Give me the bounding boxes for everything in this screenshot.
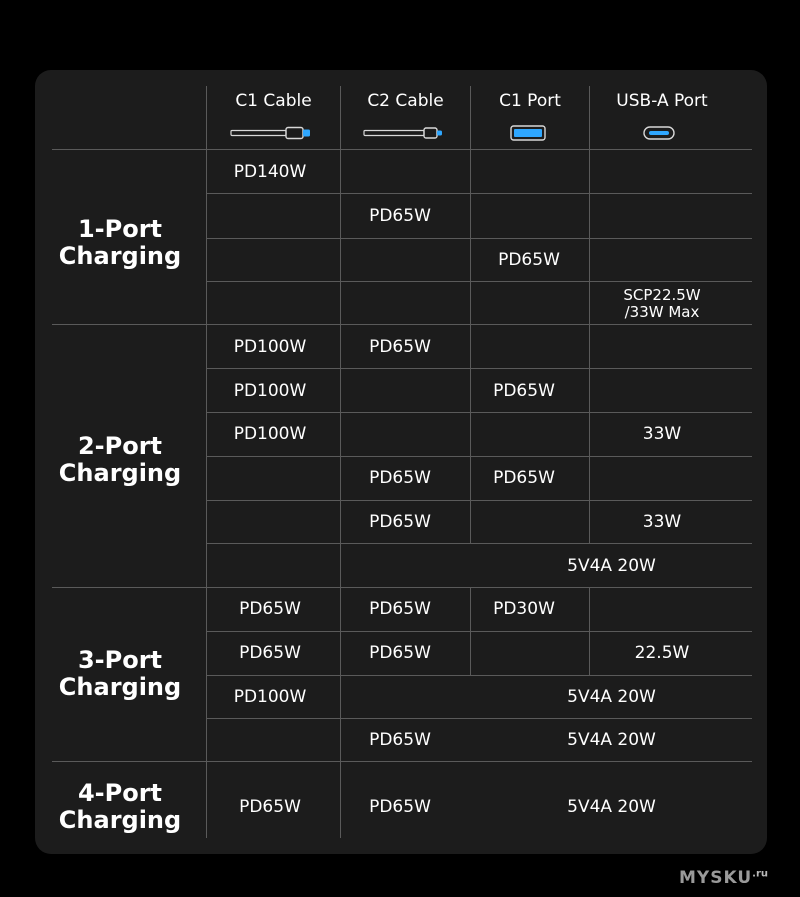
cell-c1-cable: PD65W (239, 599, 301, 619)
watermark-logo: $MYSKU^{.ru}$ (679, 868, 769, 888)
cell-usb-a-port: 33W (642, 512, 682, 532)
row-divider (206, 281, 752, 282)
row-divider (206, 368, 752, 369)
usb-a-port-icon (510, 125, 546, 141)
row-divider (206, 238, 752, 239)
cell-usb-a-port: 22.5W (634, 643, 690, 663)
row-divider (206, 193, 752, 194)
cell-c1-cable: PD100W (233, 424, 307, 444)
row-divider (52, 149, 752, 150)
row-divider (206, 456, 752, 457)
cell-c1-cable: PD100W (233, 687, 307, 707)
column-divider (340, 86, 341, 838)
header-usb-a-port: USB-A Port (616, 91, 708, 111)
usb-c-cable-icon (363, 126, 443, 140)
cell-c1-port-usb-a-shared: 5V4A 20W (567, 730, 656, 750)
cell-c1-cable: PD65W (239, 797, 301, 817)
row-divider (206, 675, 752, 676)
cell-c2-cable: PD65W (369, 468, 431, 488)
row-divider (206, 500, 752, 501)
header-c1-port: C1 Port (499, 91, 561, 111)
usb-c-port-icon (643, 126, 675, 140)
group-label-3-port: 3-Port Charging (58, 646, 182, 701)
cell-usb-a-port: 33W (642, 424, 682, 444)
cell-c1-port-usb-a-shared: 5V4A 20W (567, 687, 656, 707)
row-divider (206, 412, 752, 413)
cell-c1-port: PD30W (493, 599, 555, 619)
cell-c1-port-usb-a-shared: 5V4A 20W (567, 797, 656, 817)
cell-c1-port: PD65W (498, 250, 560, 270)
usb-c-cable-icon (230, 126, 312, 140)
group-label-1-port: 1-Port Charging (58, 215, 182, 270)
cell-c2-cable: PD65W (369, 206, 431, 226)
cell-c1-cable: PD65W (239, 643, 301, 663)
header-c2-cable: C2 Cable (367, 91, 444, 111)
cell-c2-cable: PD65W (369, 337, 431, 357)
cell-c2-cable: PD65W (369, 512, 431, 532)
group-label-2-port: 2-Port Charging (58, 432, 182, 487)
header-c1-cable: C1 Cable (235, 91, 312, 111)
cell-c1-port: PD65W (493, 468, 555, 488)
cell-c1-cable: PD100W (233, 337, 307, 357)
cell-c1-cable: PD140W (233, 162, 307, 182)
column-divider (206, 86, 207, 838)
cell-c1-cable: PD100W (233, 381, 307, 401)
cell-c2-cable: PD65W (369, 643, 431, 663)
group-divider (52, 324, 752, 325)
cell-c1-port-usb-a-shared: 5V4A 20W (567, 556, 656, 576)
cell-c2-cable: PD65W (369, 797, 431, 817)
cell-c1-port: PD65W (493, 381, 555, 401)
row-divider (206, 631, 752, 632)
row-divider (206, 543, 752, 544)
group-label-4-port: 4-Port Charging (58, 779, 182, 834)
row-divider (206, 718, 752, 719)
cell-usb-a-port: SCP22.5W /33W Max (623, 286, 701, 321)
cell-c2-cable: PD65W (369, 730, 431, 750)
cell-c2-cable: PD65W (369, 599, 431, 619)
group-divider (52, 587, 752, 588)
group-divider (52, 761, 752, 762)
